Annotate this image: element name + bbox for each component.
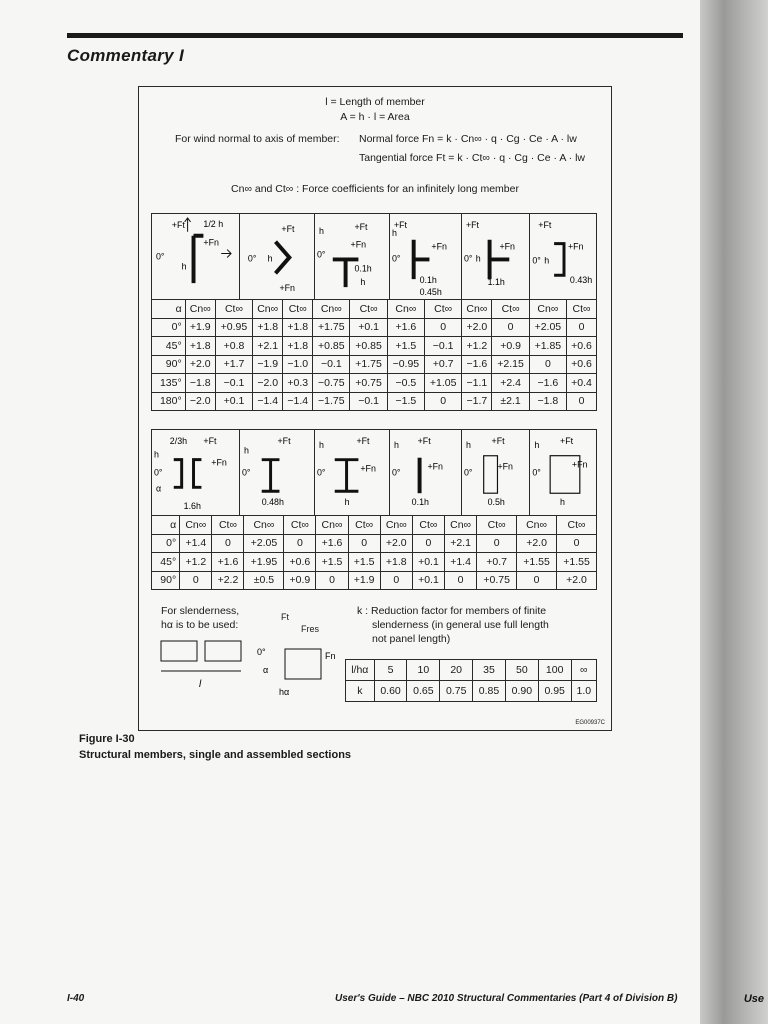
- table-cell: ∞: [571, 660, 596, 681]
- svg-text:0°: 0°: [316, 467, 326, 478]
- table-cell: −1.9: [253, 355, 283, 374]
- table-header-row: [152, 516, 597, 535]
- svg-text:2/3h: 2/3h: [169, 435, 188, 446]
- diagram-double-angle: [240, 214, 315, 299]
- svg-text:+Ft: +Ft: [538, 219, 552, 230]
- svg-text:+Fn: +Fn: [279, 283, 296, 294]
- table-cell: +1.2: [462, 337, 492, 356]
- svg-text:h: h: [318, 439, 324, 450]
- table-cell: +0.75: [477, 571, 517, 590]
- table-cell: 0: [412, 534, 444, 553]
- table-cell: +2.2: [212, 571, 244, 590]
- svg-text:h: h: [360, 277, 366, 288]
- svg-text:+Ft: +Ft: [171, 219, 185, 230]
- table-cell: +1.6: [212, 553, 244, 572]
- table-cell: 0.60: [374, 681, 407, 702]
- table-cell: −1.0: [283, 355, 313, 374]
- table-cell: +0.9: [284, 571, 316, 590]
- table-cell: −0.1: [350, 392, 387, 411]
- table-row: [152, 318, 597, 337]
- table-cell: k: [346, 681, 375, 702]
- svg-text:h: h: [243, 445, 249, 456]
- diagram-wide-tee: [462, 214, 530, 299]
- table-cell: 0: [557, 534, 597, 553]
- table-cell: −0.95: [387, 355, 424, 374]
- table-header-cell: Cn∞: [253, 300, 283, 319]
- svg-text:h: h: [475, 253, 481, 264]
- intro-coefficients: Cn∞ and Ct∞ : Force coefficients for an infinitely long member: [231, 183, 519, 195]
- table-cell: +1.8: [185, 337, 215, 356]
- table-cell: −1.8: [185, 374, 215, 393]
- table-cell: +1.4: [180, 534, 212, 553]
- table-cell: +0.6: [567, 337, 597, 356]
- svg-text:h: h: [391, 227, 397, 238]
- diagram-angle-section: [152, 214, 240, 299]
- figure-panel: [138, 86, 612, 731]
- coefficient-table-2: [151, 515, 597, 590]
- table-cell: +1.2: [180, 553, 212, 572]
- table-cell: 45°: [152, 337, 186, 356]
- section-diagrams-row-2: [151, 429, 597, 515]
- book-spine: [700, 0, 768, 1024]
- svg-text:1/2 h: 1/2 h: [203, 218, 224, 229]
- svg-text:0.48h: 0.48h: [261, 497, 284, 508]
- table-cell: +1.05: [425, 374, 462, 393]
- table-cell: −0.1: [425, 337, 462, 356]
- table-cell: +0.85: [350, 337, 387, 356]
- table-cell: 0.90: [505, 681, 538, 702]
- svg-text:0°: 0°: [153, 467, 163, 478]
- intro-area: A = h · l = Area: [340, 111, 410, 123]
- table-cell: ±0.5: [244, 571, 284, 590]
- table-cell: +1.85: [529, 337, 566, 356]
- reduction-line-2: slenderness (in general use full length: [372, 619, 549, 631]
- table-cell: +1.5: [316, 553, 348, 572]
- spine-text: Use: [743, 993, 764, 1005]
- svg-text:+Fn: +Fn: [427, 461, 443, 472]
- table-cell: −1.6: [529, 374, 566, 393]
- diagram-double-channel: [152, 430, 240, 515]
- table-cell: +2.05: [244, 534, 284, 553]
- table-cell: +0.1: [412, 553, 444, 572]
- figure-reference-code: EG00937C: [575, 720, 605, 726]
- table-cell: +1.8: [253, 318, 283, 337]
- svg-text:h: h: [318, 225, 324, 236]
- intro-normal-force: Normal force Fn = k · Cn∞ · q · Cg · Ce · A · lw: [359, 133, 577, 145]
- table-row: [152, 571, 597, 590]
- table-cell: +1.55: [557, 553, 597, 572]
- table-cell: +0.6: [567, 355, 597, 374]
- table-cell: 0: [316, 571, 348, 590]
- table-cell: l/hα: [346, 660, 375, 681]
- svg-text:0°: 0°: [391, 467, 401, 478]
- table-cell: +0.1: [215, 392, 252, 411]
- reduction-line-1: k : Reduction factor for members of finite: [357, 605, 547, 617]
- table-cell: +1.7: [215, 355, 252, 374]
- table-header-cell: Cn∞: [316, 516, 348, 535]
- table-cell: +0.1: [412, 571, 444, 590]
- table-cell: 0: [492, 318, 529, 337]
- table-cell: +0.95: [215, 318, 252, 337]
- table-cell: +1.9: [348, 571, 380, 590]
- table-cell: +0.85: [313, 337, 350, 356]
- table-cell: 35: [473, 660, 506, 681]
- table-cell: +1.75: [350, 355, 387, 374]
- svg-text:0.5h: 0.5h: [487, 497, 505, 508]
- table-cell: +1.8: [283, 318, 313, 337]
- diagram-rectangle-05: [462, 430, 530, 515]
- svg-text:+Ft: +Ft: [560, 435, 574, 446]
- figure-caption-text: Structural members, single and assembled sections: [79, 749, 352, 761]
- table-cell: +0.1: [350, 318, 387, 337]
- svg-text:+Fn: +Fn: [350, 239, 367, 250]
- table-cell: −2.0: [185, 392, 215, 411]
- table-cell: 0: [444, 571, 476, 590]
- table-cell: 0.65: [407, 681, 440, 702]
- svg-text:h: h: [560, 497, 565, 508]
- table-cell: 0: [567, 318, 597, 337]
- svg-text:0.43h: 0.43h: [569, 275, 593, 286]
- svg-text:0°: 0°: [463, 253, 473, 264]
- svg-text:+Fn: +Fn: [571, 459, 588, 470]
- table-cell: 0.75: [440, 681, 473, 702]
- table-cell: 0: [425, 392, 462, 411]
- diagram-wide-flange: [315, 430, 390, 515]
- table-cell: 50: [505, 660, 538, 681]
- table-header-cell: Cn∞: [185, 300, 215, 319]
- svg-text:h: h: [181, 261, 187, 272]
- table-row: [152, 534, 597, 553]
- header-rule: [67, 33, 683, 38]
- table-header-cell: Ct∞: [567, 300, 597, 319]
- svg-text:0°: 0°: [532, 255, 541, 266]
- table-cell: +1.6: [387, 318, 424, 337]
- table-cell: 10: [407, 660, 440, 681]
- table-header-cell: Cn∞: [380, 516, 412, 535]
- table-cell: 0°: [152, 534, 180, 553]
- table-cell: 0: [425, 318, 462, 337]
- table-cell: +1.5: [387, 337, 424, 356]
- svg-text:0°: 0°: [391, 253, 401, 264]
- table-cell: +2.0: [185, 355, 215, 374]
- table-cell: 180°: [152, 392, 186, 411]
- table-cell: 0: [284, 534, 316, 553]
- table-cell: −1.75: [313, 392, 350, 411]
- table-header-cell: Ct∞: [348, 516, 380, 535]
- table-cell: 90°: [152, 571, 180, 590]
- table-header-cell: Cn∞: [313, 300, 350, 319]
- svg-text:h: h: [465, 439, 471, 450]
- table-cell: +1.5: [348, 553, 380, 572]
- svg-text:0°: 0°: [155, 251, 165, 262]
- table-header-cell: Ct∞: [557, 516, 597, 535]
- svg-text:+Fn: +Fn: [567, 241, 584, 252]
- table-header-row: [152, 300, 597, 319]
- table-header-cell: Cn∞: [517, 516, 557, 535]
- svg-text:+Ft: +Ft: [281, 223, 295, 234]
- intro-length: l = Length of member: [325, 96, 425, 108]
- table-cell: +0.75: [350, 374, 387, 393]
- table-cell: 135°: [152, 374, 186, 393]
- svg-text:1.1h: 1.1h: [487, 277, 505, 288]
- svg-text:0°: 0°: [257, 647, 266, 657]
- table-cell: +0.7: [425, 355, 462, 374]
- table-cell: +1.6: [316, 534, 348, 553]
- table-cell: −1.4: [283, 392, 313, 411]
- table-cell: 0: [180, 571, 212, 590]
- table-cell: 5: [374, 660, 407, 681]
- table-header-cell: Ct∞: [350, 300, 387, 319]
- table-cell: +0.8: [215, 337, 252, 356]
- svg-text:h: h: [544, 255, 550, 266]
- svg-text:+Ft: +Ft: [465, 219, 479, 230]
- table-header-cell: Ct∞: [492, 300, 529, 319]
- svg-text:+Ft: +Ft: [417, 435, 431, 446]
- table-header-cell: Ct∞: [412, 516, 444, 535]
- table-cell: +2.1: [444, 534, 476, 553]
- table-cell: +1.75: [313, 318, 350, 337]
- slenderness-ft-label: Ft: [281, 612, 289, 622]
- section-title: Commentary I: [67, 46, 184, 65]
- svg-text:α: α: [155, 483, 162, 494]
- diagram-i-section: [240, 430, 315, 515]
- table-cell: 20: [440, 660, 473, 681]
- table-cell: 45°: [152, 553, 180, 572]
- table-header-cell: Cn∞: [180, 516, 212, 535]
- svg-text:+Ft: +Ft: [354, 221, 368, 232]
- table-cell: 0: [567, 392, 597, 411]
- svg-text:h: h: [393, 439, 399, 450]
- table-cell: +1.4: [444, 553, 476, 572]
- table-cell: +2.0: [557, 571, 597, 590]
- table-cell: −0.1: [313, 355, 350, 374]
- table-row: [152, 553, 597, 572]
- coefficient-table-1: [151, 299, 597, 411]
- table-cell: +2.4: [492, 374, 529, 393]
- table-header-cell: Cn∞: [244, 516, 284, 535]
- table-cell: −1.6: [462, 355, 492, 374]
- svg-text:h: h: [534, 439, 540, 450]
- table-cell: −1.7: [462, 392, 492, 411]
- slenderness-line-2: hα is to be used:: [161, 619, 239, 631]
- figure-caption-title: Figure I-30: [79, 733, 135, 745]
- svg-text:+Fn: +Fn: [203, 237, 219, 248]
- svg-text:+Fn: +Fn: [360, 463, 376, 474]
- svg-text:Fn: Fn: [325, 651, 336, 661]
- svg-text:+Ft: +Ft: [277, 435, 291, 446]
- svg-text:0°: 0°: [532, 467, 541, 478]
- table-cell: +2.0: [517, 534, 557, 553]
- table-cell: +1.55: [517, 553, 557, 572]
- table-header-cell: Cn∞: [529, 300, 566, 319]
- svg-text:α: α: [263, 665, 269, 675]
- table-cell: +0.3: [283, 374, 313, 393]
- diagram-plate: [390, 430, 462, 515]
- table-cell: −0.1: [215, 374, 252, 393]
- svg-text:h: h: [344, 497, 350, 508]
- table-cell: +0.4: [567, 374, 597, 393]
- running-title: User's Guide – NBC 2010 Structural Commentaries (Part 4 of Division B): [335, 993, 678, 1004]
- page-number: I-40: [67, 993, 85, 1004]
- table-cell: ±2.1: [492, 392, 529, 411]
- table-row: [152, 337, 597, 356]
- table-header-cell: Ct∞: [425, 300, 462, 319]
- table-cell: 0°: [152, 318, 186, 337]
- table-cell: −1.4: [253, 392, 283, 411]
- svg-text:h: h: [267, 253, 273, 264]
- table-cell: +2.0: [462, 318, 492, 337]
- diagram-square: [530, 430, 598, 515]
- diagram-tee-section: [315, 214, 390, 299]
- svg-text:+Ft: +Ft: [491, 435, 505, 446]
- table-cell: +1.8: [380, 553, 412, 572]
- svg-text:h: h: [153, 449, 159, 460]
- table-cell: −2.0: [253, 374, 283, 393]
- svg-text:+Fn: +Fn: [499, 241, 515, 252]
- svg-text:0.1h: 0.1h: [419, 275, 437, 286]
- table-header-cell: Cn∞: [444, 516, 476, 535]
- table-header-cell: Ct∞: [477, 516, 517, 535]
- table-cell: −1.5: [387, 392, 424, 411]
- table-header-cell: Ct∞: [284, 516, 316, 535]
- table-cell: 0: [529, 355, 566, 374]
- slenderness-line-1: For slenderness,: [161, 605, 240, 617]
- table-row: [346, 681, 597, 702]
- svg-text:+Fn: +Fn: [431, 241, 447, 252]
- table-row: [152, 374, 597, 393]
- table-cell: +0.9: [492, 337, 529, 356]
- svg-text:0°: 0°: [316, 249, 326, 260]
- slenderness-fres-label: Fres: [301, 624, 319, 634]
- svg-text:0.1h: 0.1h: [354, 263, 372, 274]
- slenderness-diagram: [157, 635, 357, 697]
- table-cell: +2.1: [253, 337, 283, 356]
- table-cell: 0.85: [473, 681, 506, 702]
- table-header-cell: α: [152, 516, 180, 535]
- table-row: [346, 660, 597, 681]
- table-row: [152, 392, 597, 411]
- diagram-channel-tee: [390, 214, 462, 299]
- table-cell: 0: [212, 534, 244, 553]
- table-cell: −0.75: [313, 374, 350, 393]
- table-row: [152, 355, 597, 374]
- table-header-cell: Cn∞: [387, 300, 424, 319]
- table-cell: +1.8: [283, 337, 313, 356]
- reduction-factor-table: [345, 659, 597, 702]
- table-cell: 0: [348, 534, 380, 553]
- table-cell: −1.8: [529, 392, 566, 411]
- reduction-line-3: not panel length): [372, 633, 451, 645]
- table-cell: 90°: [152, 355, 186, 374]
- svg-text:+Ft: +Ft: [203, 435, 217, 446]
- svg-text:0.1h: 0.1h: [411, 497, 429, 508]
- intro-tangential-force: Tangential force Ft = k · Ct∞ · q · Cg · Ce · A · lw: [359, 152, 586, 164]
- table-header-cell: Ct∞: [215, 300, 252, 319]
- svg-text:+Ft: +Ft: [393, 219, 407, 230]
- svg-text:hα: hα: [279, 687, 290, 697]
- svg-text:0.45h: 0.45h: [419, 286, 442, 297]
- table-header-cell: Ct∞: [283, 300, 313, 319]
- svg-text:0°: 0°: [241, 467, 251, 478]
- intro-wind-label: For wind normal to axis of member:: [175, 133, 340, 145]
- svg-text:+Fn: +Fn: [211, 457, 227, 468]
- svg-text:l: l: [199, 679, 202, 690]
- table-cell: +2.0: [380, 534, 412, 553]
- table-cell: 0: [477, 534, 517, 553]
- section-diagrams-row-1: [151, 213, 597, 299]
- svg-text:1.6h: 1.6h: [183, 501, 201, 512]
- table-cell: +2.05: [529, 318, 566, 337]
- table-cell: 100: [538, 660, 571, 681]
- table-cell: 0.95: [538, 681, 571, 702]
- table-cell: +2.15: [492, 355, 529, 374]
- table-cell: −0.5: [387, 374, 424, 393]
- table-cell: 0: [380, 571, 412, 590]
- table-cell: +0.7: [477, 553, 517, 572]
- table-cell: +0.6: [284, 553, 316, 572]
- svg-text:0°: 0°: [247, 253, 257, 264]
- table-cell: −1.1: [462, 374, 492, 393]
- table-cell: +1.9: [185, 318, 215, 337]
- table-header-cell: Ct∞: [212, 516, 244, 535]
- svg-text:0°: 0°: [463, 467, 473, 478]
- table-cell: 0: [517, 571, 557, 590]
- svg-text:+Ft: +Ft: [356, 435, 370, 446]
- diagram-channel: [530, 214, 598, 299]
- table-cell: +1.95: [244, 553, 284, 572]
- svg-text:+Fn: +Fn: [497, 461, 513, 472]
- table-header-cell: α: [152, 300, 186, 319]
- table-cell: 1.0: [571, 681, 596, 702]
- table-header-cell: Cn∞: [462, 300, 492, 319]
